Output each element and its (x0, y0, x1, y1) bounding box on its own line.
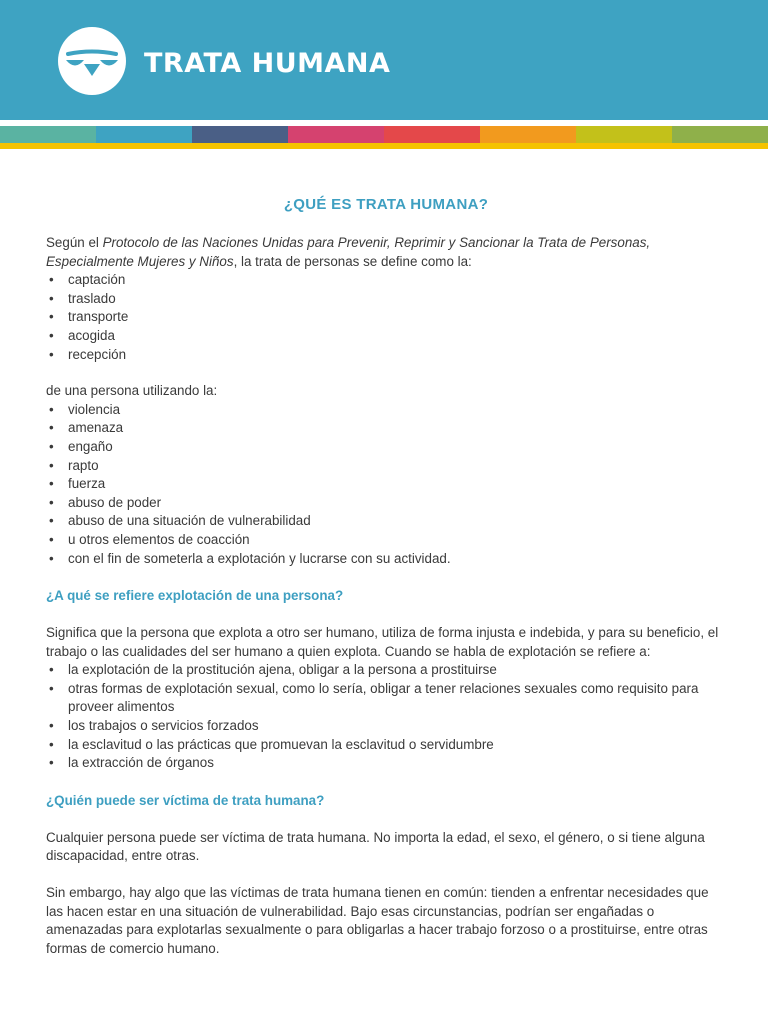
color-stripe (480, 126, 576, 143)
exploitation-paragraph: Significa que la persona que explota a otro ser humano, utiliza de forma injusta e indebida, y para su beneficio, el trabajo o las cualidades del ser humano a quien explota. Cuando se habla de explotación se refiere a: (46, 625, 719, 659)
yellow-divider (0, 143, 768, 149)
color-stripe (384, 126, 480, 143)
means-paragraph: de una persona utilizando la: (46, 383, 218, 399)
list-item: • traslado (46, 290, 726, 309)
vulnerability-paragraph: Sin embargo, hay algo que las víctimas de trata humana tienen en común: tienden a enfrentar necesidades que las hacen estar en una situación de vulnerabilidad. Bajo esas circunstancias, podrían ser engañadas o amenazadas para explotarlas sexualmente o para obligarlas a hacer trabajo forzoso o a prostituirse, entre otras formas de comercio humano. (46, 885, 709, 956)
list-item: • la explotación de la prostitución ajena, obligar a la persona a prostituirse (46, 661, 726, 680)
exploitation-list (46, 661, 726, 773)
color-stripe (192, 126, 288, 143)
page-header (0, 0, 768, 120)
brand-title: TRATA HUMANA (144, 48, 391, 79)
list-item: • transporte (46, 308, 726, 327)
list-item: • u otros elementos de coacción (46, 531, 726, 550)
section-heading: ¿Quién puede ser víctima de trata humana? (46, 792, 325, 808)
protocol-name: Protocolo de las Naciones Unidas para Prevenir, Reprimir y Sancionar la Trata de Personas, Especialmente Mujeres y Niños (46, 235, 651, 269)
list-item: • recepción (46, 346, 726, 365)
document-body (46, 193, 726, 976)
document-title: ¿QUÉ ES TRATA HUMANA? (283, 196, 489, 213)
color-stripe (0, 126, 96, 143)
intro-paragraph (46, 234, 726, 271)
color-stripes (0, 126, 768, 143)
color-stripe (576, 126, 672, 143)
intro-text-end: , la trata de personas se define como la: (233, 253, 472, 269)
color-stripe (288, 126, 384, 143)
balance-scale-icon (58, 27, 126, 95)
intro-text: Según el (46, 235, 103, 250)
list-item: • abuso de poder (46, 494, 726, 513)
list-item: • fuerza (46, 475, 726, 494)
list-item: • con el fin de someterla a explotación y lucrarse con su actividad. (46, 550, 726, 569)
list-item: • la esclavitud o las prácticas que promuevan la esclavitud o servidumbre (46, 736, 726, 755)
color-stripe (672, 126, 768, 143)
list-item: • violencia (46, 401, 726, 420)
list-item: • abuso de una situación de vulnerabilidad (46, 512, 726, 531)
list-item: • captación (46, 271, 726, 290)
list-item: • otras formas de explotación sexual, como lo sería, obligar a tener relaciones sexuales como requisito para proveer alimentos (46, 680, 726, 717)
list-item: • acogida (46, 327, 726, 346)
section-heading: ¿A qué se refiere explotación de una persona? (46, 588, 344, 604)
list-item: • rapto (46, 457, 726, 476)
list-item: • los trabajos o servicios forzados (46, 717, 726, 736)
actions-list (46, 271, 726, 364)
color-stripe (96, 126, 192, 143)
means-list (46, 401, 726, 568)
list-item: • la extracción de órganos (46, 754, 726, 773)
list-item: • engaño (46, 438, 726, 457)
logo (58, 27, 126, 95)
victims-paragraph: Cualquier persona puede ser víctima de trata humana. No importa la edad, el sexo, el género, o si tiene alguna discapacidad, entre otras. (46, 829, 705, 864)
list-item: • amenaza (46, 419, 726, 438)
